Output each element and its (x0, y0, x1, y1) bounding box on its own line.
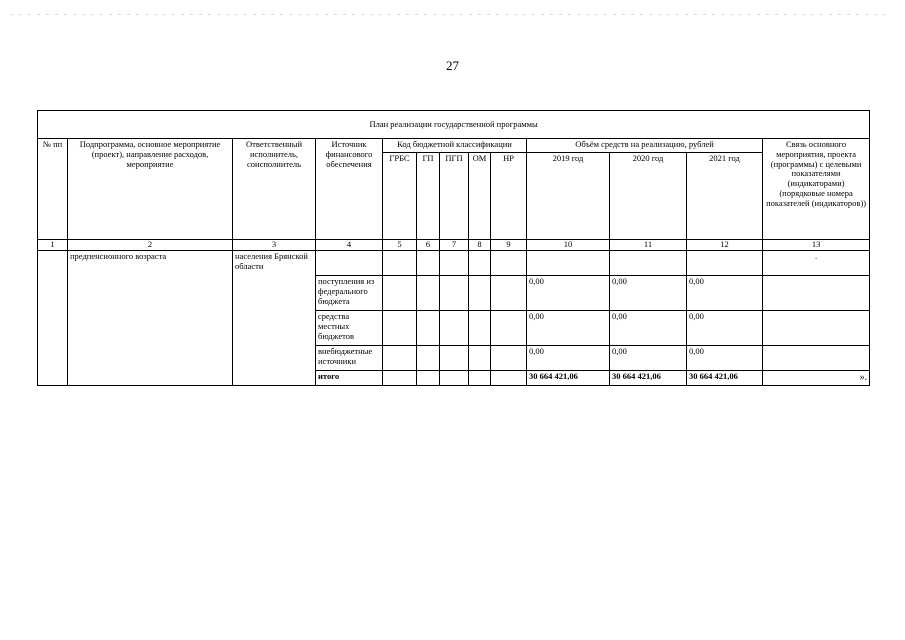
cell-source: внебюджетные источники (316, 346, 383, 371)
cell-pgp (440, 371, 469, 386)
table-title-row (38, 111, 870, 139)
cell-gp (417, 346, 440, 371)
cell-pgp (440, 311, 469, 346)
cell-grbs (383, 276, 417, 311)
cell-gp (417, 251, 440, 276)
cell-gp (417, 311, 440, 346)
column-number: 10 (527, 240, 610, 251)
column-number: 7 (440, 240, 469, 251)
header-responsible: Ответственный исполнитель, соисполнитель (233, 139, 316, 240)
cell-source: поступления из федерального бюджета (316, 276, 383, 311)
header-subprogram: Подпрограмма, основное мероприятие (проект), направление расходов, мероприятие (68, 139, 233, 240)
cell-link (763, 311, 870, 346)
header-link: Связь основного мероприятия, проекта (программы) с целевыми показателями (индикаторами) (порядковые номера показателей (индикаторов)) (763, 139, 870, 240)
column-number: 8 (469, 240, 491, 251)
header-budget-code: Код бюджетной классификации (383, 139, 527, 153)
page-number: 27 (446, 58, 459, 73)
cell-responsible: населения Брянской области (233, 251, 316, 386)
implementation-plan-table (37, 110, 870, 386)
cell-2020-total: 30 664 421,06 (610, 371, 687, 386)
cell-grbs (383, 346, 417, 371)
cell-2021 (687, 251, 763, 276)
cell-link (763, 276, 870, 311)
cell-source: средства местных бюджетов (316, 311, 383, 346)
header-source: Источник финансового обеспечения (316, 139, 383, 240)
cell-2019-total: 30 664 421,06 (527, 371, 610, 386)
cell-pgp (440, 251, 469, 276)
cell-grbs (383, 251, 417, 276)
header-grbs: ГРБС (383, 153, 417, 240)
cell-nr (491, 276, 527, 311)
header-2020: 2020 год (610, 153, 687, 240)
column-number: 12 (687, 240, 763, 251)
cell-source (316, 251, 383, 276)
cell-pgp (440, 346, 469, 371)
cell-om (469, 346, 491, 371)
column-number: 9 (491, 240, 527, 251)
cell-gp (417, 276, 440, 311)
column-number: 1 (38, 240, 68, 251)
column-numbers-row (38, 240, 870, 251)
column-number: 2 (68, 240, 233, 251)
column-number: 13 (763, 240, 870, 251)
cell-link: . (763, 251, 870, 276)
cell-2020 (610, 251, 687, 276)
cell-2019: 0,00 (527, 311, 610, 346)
column-number: 11 (610, 240, 687, 251)
cell-2019: 0,00 (527, 276, 610, 311)
cell-2021: 0,00 (687, 311, 763, 346)
cell-source-total: итого (316, 371, 383, 386)
cell-om (469, 251, 491, 276)
cell-subprogram: предпенсионного возраста (68, 251, 233, 386)
table-title: План реализации государственной программы (38, 111, 870, 139)
cell-2021: 0,00 (687, 276, 763, 311)
cell-gp (417, 371, 440, 386)
cell-pgp (440, 276, 469, 311)
header-nr: НР (491, 153, 527, 240)
cell-2020: 0,00 (610, 276, 687, 311)
cell-grbs (383, 311, 417, 346)
cell-2020: 0,00 (610, 311, 687, 346)
header-pgp: ПГП (440, 153, 469, 240)
cell-2019 (527, 251, 610, 276)
cell-om (469, 276, 491, 311)
cell-om (469, 371, 491, 386)
column-number: 6 (417, 240, 440, 251)
column-number: 5 (383, 240, 417, 251)
table-row (38, 251, 870, 276)
cell-num (38, 251, 68, 386)
header-2019: 2019 год (527, 153, 610, 240)
cell-nr (491, 371, 527, 386)
header-num: № пп (38, 139, 68, 240)
cell-2020: 0,00 (610, 346, 687, 371)
scan-artifact-line (10, 14, 890, 15)
cell-grbs (383, 371, 417, 386)
cell-2021: 0,00 (687, 346, 763, 371)
cell-link (763, 346, 870, 371)
cell-om (469, 311, 491, 346)
cell-nr (491, 311, 527, 346)
column-number: 3 (233, 240, 316, 251)
header-2021: 2021 год (687, 153, 763, 240)
cell-2021-total: 30 664 421,06 (687, 371, 763, 386)
header-row-1 (38, 139, 870, 153)
cell-nr (491, 346, 527, 371)
header-gp: ГП (417, 153, 440, 240)
cell-nr (491, 251, 527, 276)
closing-quote-mark: ». (763, 371, 870, 386)
header-om: ОМ (469, 153, 491, 240)
header-funding: Объём средств на реализацию, рублей (527, 139, 763, 153)
cell-2019: 0,00 (527, 346, 610, 371)
column-number: 4 (316, 240, 383, 251)
